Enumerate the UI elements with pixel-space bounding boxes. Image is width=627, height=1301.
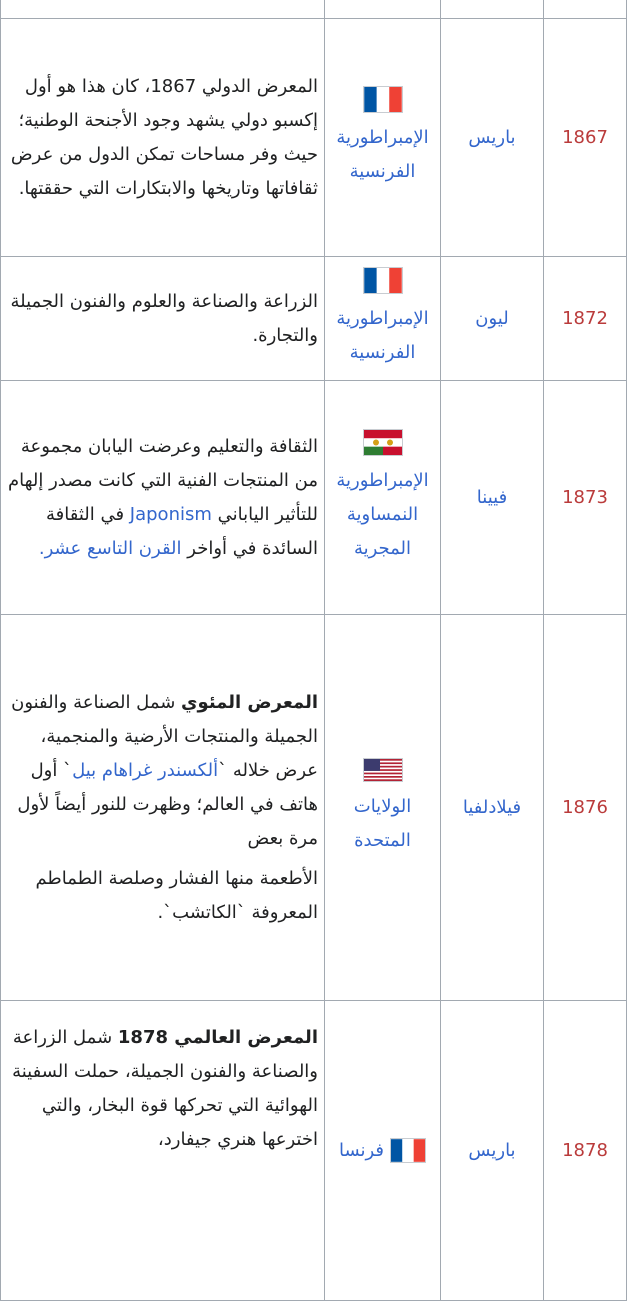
description-cell	[1, 381, 325, 615]
city-cell	[441, 19, 544, 257]
city-link[interactable]: باريس	[468, 126, 516, 148]
city-cell	[441, 381, 544, 615]
description-text: .	[38, 537, 45, 559]
table-row	[1, 19, 627, 257]
city-cell	[441, 0, 544, 19]
country-link[interactable]: الإمبراطورية النمساوية المجرية	[336, 470, 429, 559]
description-text: الزراعة والصناعة والعلوم والفنون الجميلة والتجارة.	[10, 290, 318, 346]
austria-hungary-flag-icon[interactable]	[363, 429, 403, 456]
description-paragraph	[7, 686, 318, 856]
centennial-expo-title: المعرض المئوي	[181, 691, 318, 713]
description-cell	[1, 257, 325, 381]
year-link[interactable]: 1878	[562, 1139, 608, 1161]
usa-flag-icon[interactable]	[363, 758, 403, 782]
table-row	[1, 1001, 627, 1301]
world-expo-1878-title: المعرض العالمي 1878	[117, 1027, 318, 1048]
country-cell	[325, 381, 441, 615]
city-cell	[441, 257, 544, 381]
year-cell	[544, 19, 627, 257]
country-cell	[325, 615, 441, 1001]
year-cell	[544, 381, 627, 615]
table-row-top	[1, 0, 627, 19]
table-row	[1, 381, 627, 615]
country-link[interactable]: فرنسا	[338, 1139, 385, 1161]
city-cell	[441, 615, 544, 1001]
france-flag-icon[interactable]	[363, 267, 403, 294]
country-cell	[325, 0, 441, 19]
country-cell	[325, 1001, 441, 1301]
country-cell	[325, 257, 441, 381]
year-link[interactable]: 1873	[562, 486, 608, 508]
description-cell	[1, 0, 325, 19]
country-cell	[325, 19, 441, 257]
year-cell	[544, 0, 627, 19]
year-cell	[544, 615, 627, 1001]
table-row	[1, 257, 627, 381]
description-text: الثقافة والتعليم وعرضت اليابان مجموعة من المنتجات الفنية التي كانت مصدر إلهام للتأثير الياباني	[7, 435, 318, 525]
description-paragraph: الأطعمة منها الفشار وصلصة الطماطم المعروفة `الكاتشب`.	[35, 867, 318, 923]
description-text: ` أول هاتف في العالم؛ وظهرت للنور أيضاً لأول مرة بعض	[17, 759, 318, 849]
description-cell	[1, 19, 325, 257]
japonism-link[interactable]: Japonism	[129, 503, 212, 525]
france-flag-icon[interactable]	[390, 1138, 426, 1163]
year-cell	[544, 257, 627, 381]
city-link[interactable]: ليون	[475, 307, 509, 329]
city-link[interactable]: باريس	[468, 1139, 516, 1161]
country-link[interactable]: الإمبراطورية الفرنسية	[336, 308, 429, 363]
table-row	[1, 615, 627, 1001]
city-link[interactable]: فيينا	[476, 486, 508, 508]
description-text: شمل الزراعة والصناعة والفنون الجميلة، حملت السفينة الهوائية التي تحركها قوة البخار، والتي اخترعها هنري جيفارد،	[12, 1027, 318, 1150]
country-link[interactable]: الإمبراطورية الفرنسية	[336, 127, 429, 182]
year-cell	[544, 1001, 627, 1301]
year-link[interactable]: 1872	[562, 307, 608, 329]
description-cell	[1, 615, 325, 1001]
nineteenth-century-link[interactable]: القرن التاسع عشر	[44, 537, 182, 559]
city-cell	[441, 1001, 544, 1301]
city-link[interactable]: فيلادلفيا	[462, 796, 522, 818]
france-flag-icon[interactable]	[363, 86, 403, 113]
description-cell	[1, 1001, 325, 1301]
description-text: في الثقافة السائدة في أواخر	[45, 503, 318, 559]
description-text: المعرض الدولي 1867، كان هذا هو أول إكسبو دولي يشهد وجود الأجنحة الوطنية؛ حيث وفر مساحات تمكن الدول من عرض ثقافاتها وتاريخها والابتكارات التي حققتها.	[10, 75, 318, 199]
year-link[interactable]: 1867	[562, 126, 608, 148]
description-text: شمل الصناعة والفنون الجميلة والمنتجات الأرضية والمنجمية، عرض خلاله `	[11, 691, 318, 781]
alexander-graham-bell-link[interactable]: ألكسندر غراهام بيل	[72, 759, 219, 781]
country-link[interactable]: الولايات المتحدة	[353, 795, 412, 851]
year-link[interactable]: 1876	[562, 796, 608, 818]
